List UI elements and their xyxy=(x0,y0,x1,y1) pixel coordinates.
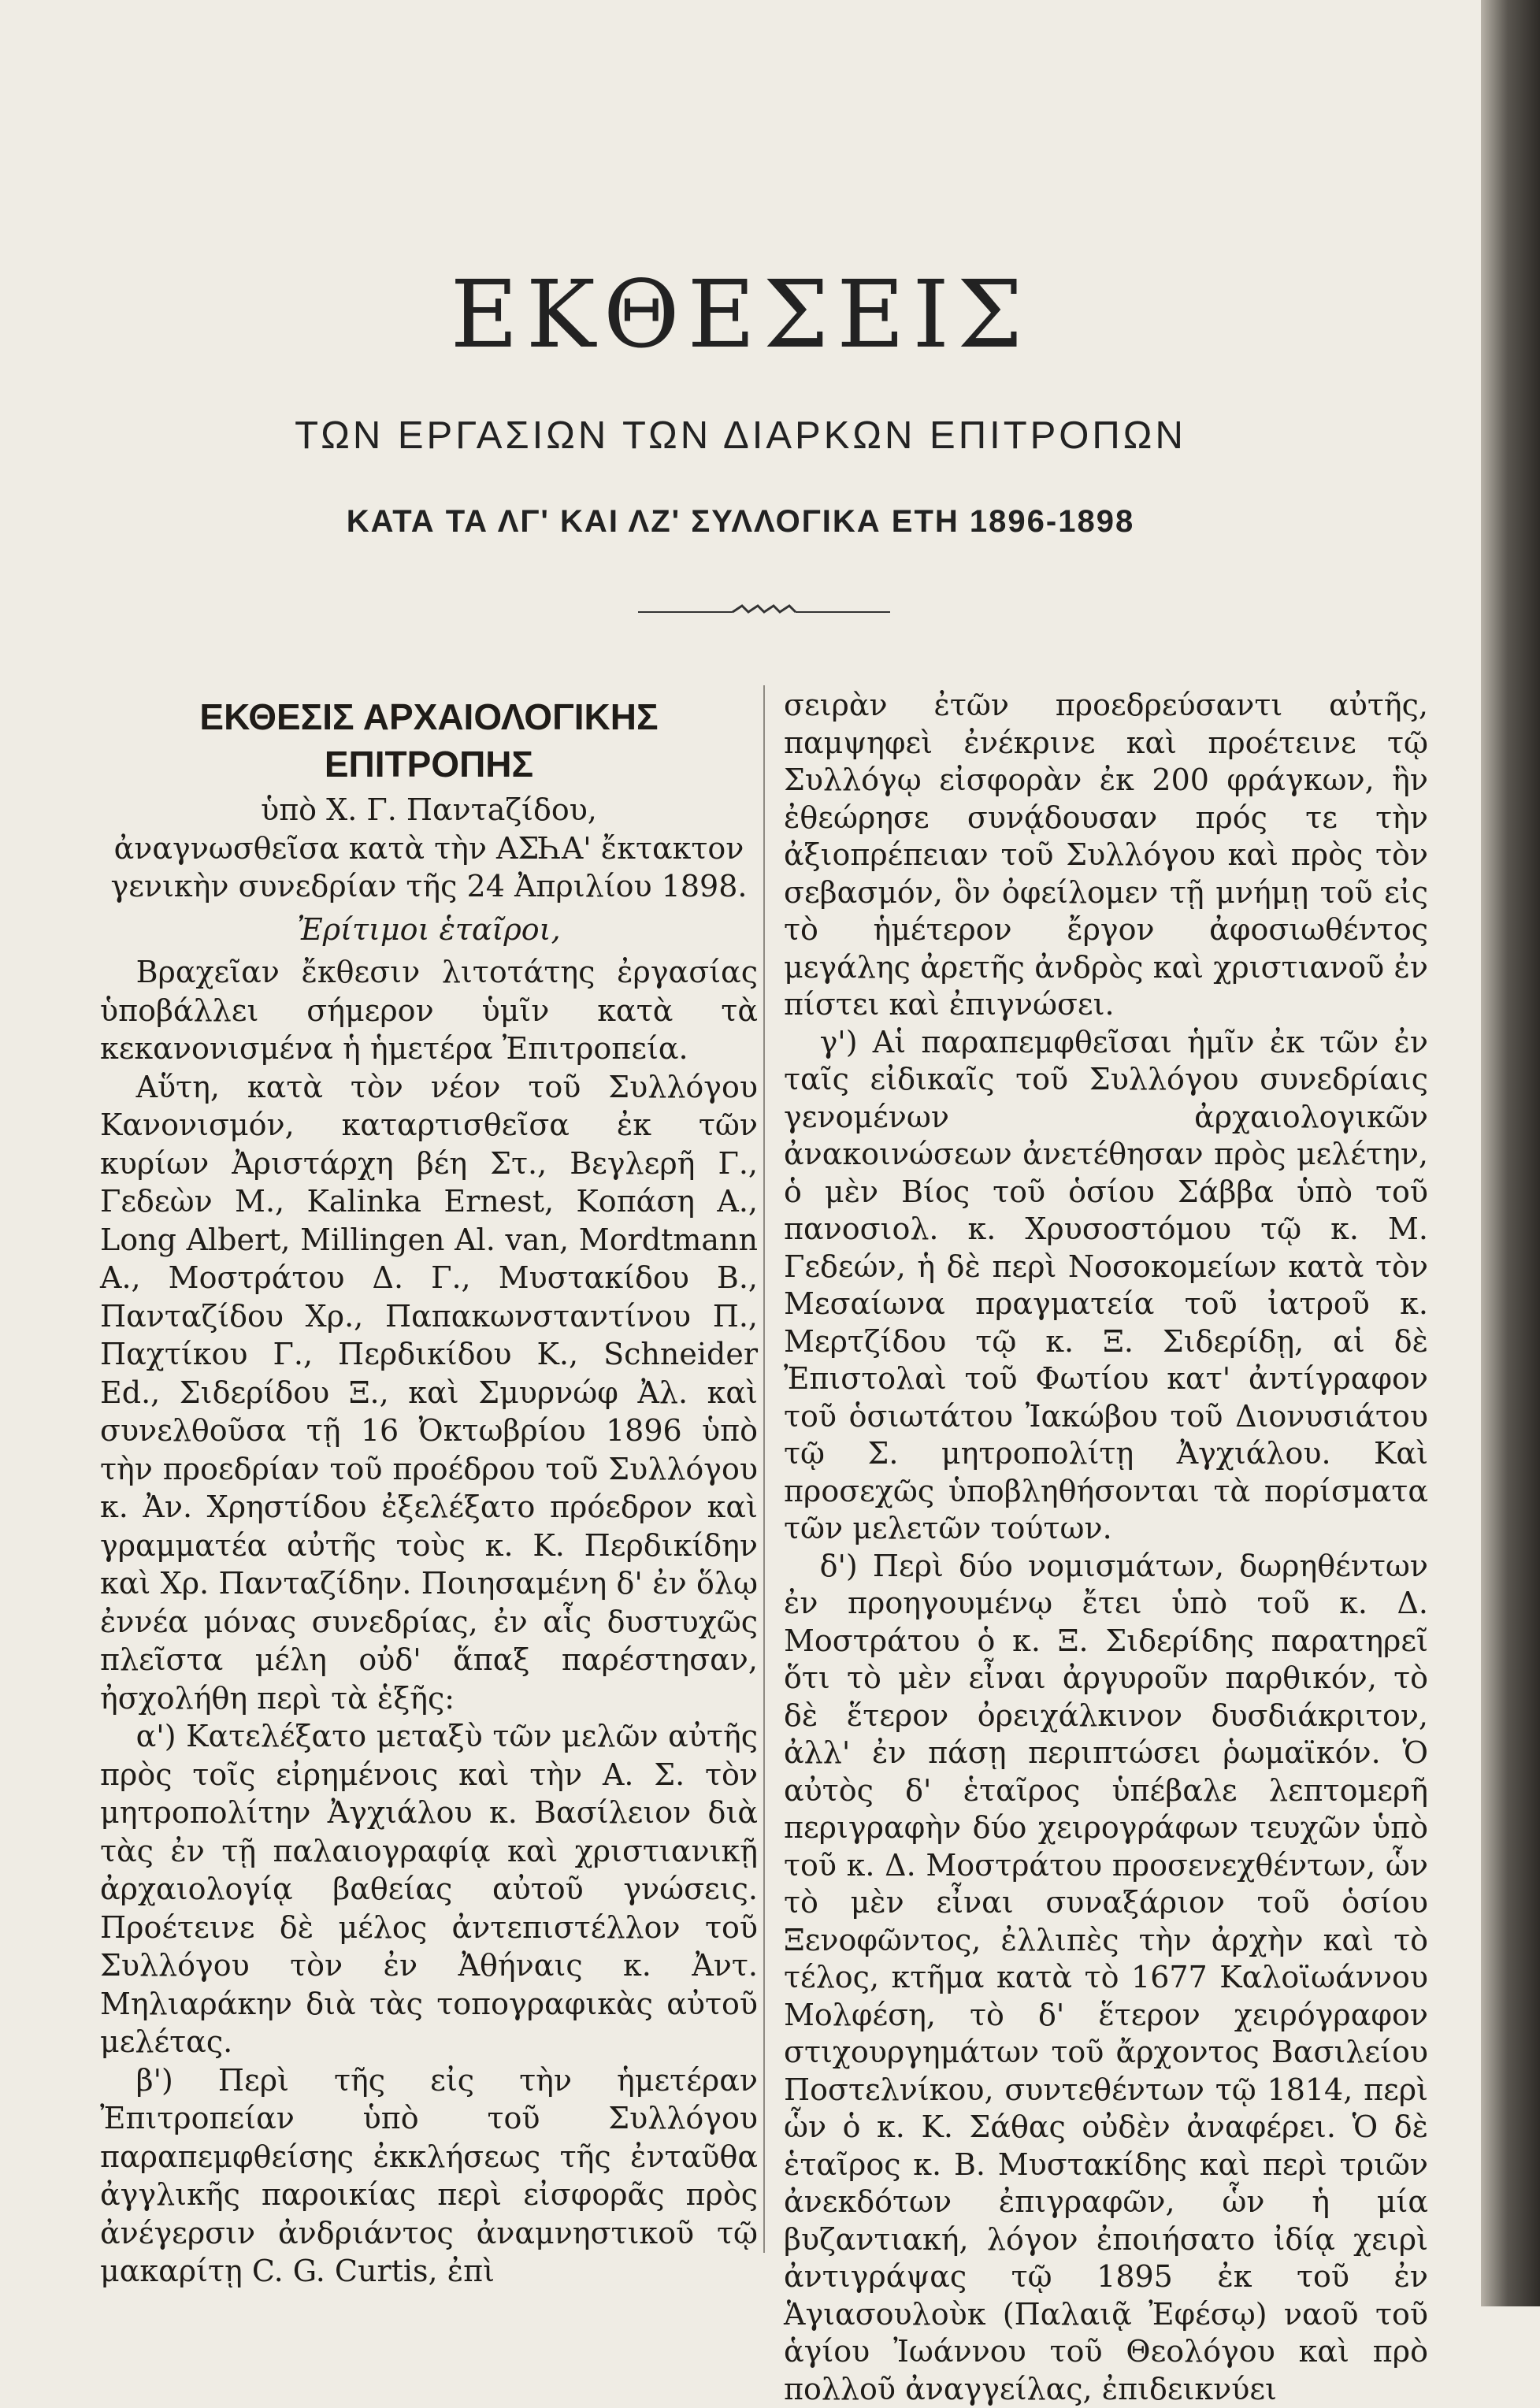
read-at-line: ἀναγνωσθεῖσα κατὰ τὴν ΑΣҺΑ' ἔκτακτον xyxy=(100,829,758,868)
paragraph: Αὕτη, κατὰ τὸν νέον τοῦ Συλλόγου Κανονισμόν, καταρτισθεῖσα ἐκ τῶν κυρίων Ἀριστάρχη βέη Στ., Βεγλερῆ Γ., Γεδεὼν Μ., Kalinka Ernest, Κοπάση Α., Long Albert, Millingen Al. van, Mordtmann A., Μοστράτου Δ. Γ., Μυστακίδου Β., Πανταζίδου Χρ., Παπακωνσταντίνου Π., Παχτίκου Γ., Περδικίδου Κ., Schneider Ed., Σιδερίδου Ξ., καὶ Σμυρνώφ Ἀλ. καὶ συνελθοῦσα τῇ 16 Ὀκτωβρίου 1896 ὑπὸ τὴν προεδρίαν τοῦ προέδρου τοῦ Συλλόγου κ. Ἀν. Χρηστίδου ἐξελέξατο πρόεδρον καὶ γραμματέα αὐτῆς τοὺς κ. Κ. Περδικίδην καὶ Χρ. Πανταζίδην. Ποιησαμένη δ' ἐν ὅλῳ ἐννέα μόνας συνεδρίας, ἐν αἷς δυστυχῶς πλεῖστα μέλη οὐδ' ἅπαξ παρέστησαν, ἠσχολήθη περὶ τὰ ἑξῆς: xyxy=(100,1068,758,1718)
byline: ὑπὸ Χ. Γ. Παντaζίδου, xyxy=(100,791,758,829)
paragraph: γ') Αἱ παραπεμφθεῖσαι ἡμῖν ἐκ τῶν ἐν ταῖς εἰδικαῖς τοῦ Συλλόγου συνεδρίαις γενομένων ἀρχαιολογικῶν ἀνακοινώσεων ἀνετέθησαν πρὸς μελέτην, ὁ μὲν Βίος τοῦ ὁσίου Σάββα ὑπὸ τοῦ πανοσιολ. κ. Χρυσοστόμου τῷ κ. Μ. Γεδεών, ἡ δὲ περὶ Νοσοκομείων κατὰ τὸν Μεσαίωνα πραγματεία τοῦ ἰατροῦ κ. Μερτζίδου τῷ κ. Ξ. Σιδερίδῃ, αἱ δὲ Ἐπιστολαὶ τοῦ Φωτίου κατ' ἀντίγραφον τοῦ ὁσιωτάτου Ἰακώβου τοῦ Διονυσιάτου τῷ Σ. μητροπολίτῃ Ἀγχιάλου. Καὶ προσεχῶς ὑποβληθήσονται τὰ πορίσματα τῶν μελετῶν τούτων. xyxy=(784,1024,1428,1548)
session-line: γενικὴν συνεδρίαν τῆς 24 Ἀπριλίου 1898. xyxy=(100,867,758,906)
paragraph: α') Κατελέξατο μεταξὺ τῶν μελῶν αὐτῆς πρὸς τοῖς εἰρημένοις καὶ τὴν Α. Σ. τὸν μητροπολίτην Ἀγχιάλου κ. Βασίλειον διὰ τὰς ἐν τῇ παλαιογραφίᾳ καὶ χριστιανικῇ ἀρχαιολογίᾳ βαθείας αὐτοῦ γνώσεις. Προέτεινε δὲ μέλος ἀντεπιστέλλον τοῦ Συλλόγου τὸν ἐν Ἀθήναις κ. Ἀντ. Μηλιαράκην διὰ τὰς τοπογραφικὰς αὐτοῦ μελέτας. xyxy=(100,1717,758,2061)
salutation: Ἐρίτιμοι ἑταῖροι, xyxy=(100,911,758,949)
ornament-divider xyxy=(638,603,890,621)
section-heading: ΕΚΘΕΣΙΣ ΑΡΧΑΙΟΛΟΓΙΚΗΣ ΕΠΙΤΡΟΠΗΣ xyxy=(100,693,758,788)
page-edge-shadow xyxy=(1481,0,1540,2306)
left-column xyxy=(100,693,758,2291)
page-title: ΕΚΘΕΣΕΙΣ xyxy=(0,260,1481,369)
right-column xyxy=(784,687,1428,2408)
page-subtitle: ΤΩΝ ΕΡΓΑΣΙΩΝ ΤΩΝ ΔΙΑΡΚΩΝ ΕΠΙΤΡΟΠΩΝ xyxy=(0,414,1481,458)
column-divider xyxy=(763,685,765,2253)
paragraph: Βραχεῖαν ἔκθεσιν λιτοτάτης ἐργασίας ὑποβάλλει σήμερον ὑμῖν κατὰ τὰ κεκανονισμένα ἡ ἡμετέρα Ἐπιτροπεία. xyxy=(100,953,758,1068)
paragraph: β') Περὶ τῆς εἰς τὴν ἡμετέραν Ἐπιτροπείαν ὑπὸ τοῦ Συλλόγου παραπεμφθείσης ἐκκλήσεως τῆς ἐνταῦθα ἀγγλικῆς παροικίας περὶ εἰσφορᾶς πρὸς ἀνέγερσιν ἀνδριάντος ἀναμνηστικοῦ τῷ μακαρίτῃ C. G. Curtis, ἐπὶ xyxy=(100,2061,758,2291)
years-line: ΚΑΤΑ ΤΑ ΛΓ' ΚΑΙ ΛΖ' ΣΥΛΛΟΓΙΚΑ ΕΤΗ 1896-1898 xyxy=(0,504,1481,540)
paragraph: σειρὰν ἐτῶν προεδρεύσαντι αὐτῆς, παμψηφεὶ ἐνέκρινε καὶ προέτεινε τῷ Συλλόγῳ εἰσφορὰν ἐκ 200 φράγκων, ἣν ἐθεώρησε συνᾴδουσαν πρός τε τὴν ἀξιοπρέπειαν τοῦ Συλλόγου καὶ πρὸς τὸν σεβασμόν, ὃν ὀφείλομεν τῇ μνήμῃ τοῦ εἰς τὸ ἡμέτερον ἔργον ἀφοσιωθέντος μεγάλης ἀρετῆς ἀνδρὸς καὶ χριστιανοῦ ἐν πίστει καὶ ἐπιγνώσει. xyxy=(784,687,1428,1024)
paragraph: δ') Περὶ δύο νομισμάτων, δωρηθέντων ἐν προηγουμένῳ ἔτει ὑπὸ τοῦ κ. Δ. Μοστράτου ὁ κ. Ξ. Σιδερίδης παρατηρεῖ ὅτι τὸ μὲν εἶναι ἀργυροῦν παρθικόν, τὸ δὲ ἕτερον ὀρειχάλκινον δυσδιάκριτον, ἀλλ' ἐν πάσῃ περιπτώσει ῥωμαϊκόν. Ὁ αὐτὸς δ' ἑταῖρος ὑπέβαλε λεπτομερῆ περιγραφὴν δύο χειρογράφων τευχῶν ὑπὸ τοῦ κ. Δ. Μοστράτου προσενεχθέντων, ὧν τὸ μὲν εἶναι συναξάριον τοῦ ὁσίου Ξενοφῶντος, ἐλλιπὲς τὴν ἀρχὴν καὶ τὸ τέλος, κτῆμα κατὰ τὸ 1677 Καλοϊωάννου Μολφέση, τὸ δ' ἕτερον χειρόγραφον στιχουργημάτων τοῦ ἄρχοντος Βασιλείου Ποστελνίκου, συντεθέντων τῷ 1814, περὶ ὧν ὁ κ. Κ. Σάθας οὐδὲν ἀναφέρει. Ὁ δὲ ἑταῖρος κ. Β. Μυστακίδης καὶ περὶ τριῶν ἀνεκδότων ἐπιγραφῶν, ὧν ἡ μία βυζαντιακή, λόγον ἐποιήσατο ἰδίᾳ χειρὶ ἀντιγράψας τῷ 1895 ἐκ τοῦ ἐν Ἁγιασουλοὺκ (Παλαιᾷ Ἐφέσῳ) ναοῦ τοῦ ἁγίου Ἰωάννου τοῦ Θεολόγου καὶ πρὸ πολλοῦ ἀναγγείλας, ἐπιδεικνύει xyxy=(784,1548,1428,2408)
